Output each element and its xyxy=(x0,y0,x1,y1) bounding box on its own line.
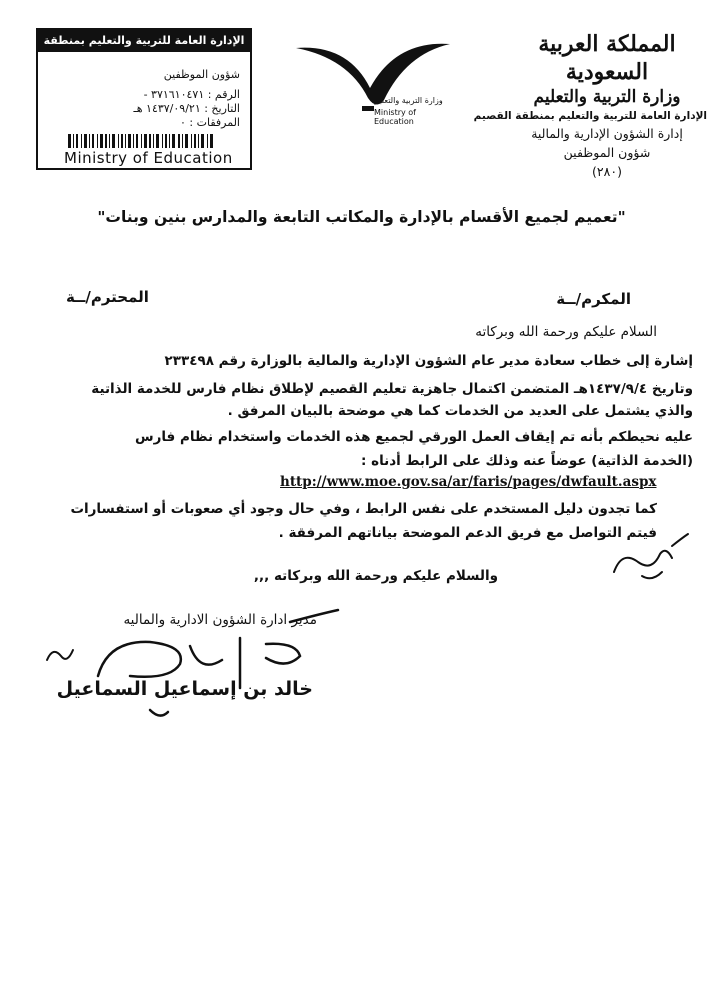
body-line-3: والذي يشتمل على العديد من الخدمات كما هي موضحة بالبيان المرفق . xyxy=(227,403,693,419)
department-name: إدارة الشؤون الإدارية والمالية xyxy=(531,126,683,141)
closing-greeting: والسلام عليكم ورحمة الله وبركاته ,,, xyxy=(253,568,498,584)
logo-caption-ar: وزارة التربية والتعليم xyxy=(374,96,443,105)
stamp-department: شؤون الموظفين xyxy=(163,68,240,81)
letter-number: (٢٨٠) xyxy=(592,164,622,179)
body-line-7: فيتم التواصل مع فريق الدعم الموضحة بياناتهم المرفقة . xyxy=(278,525,657,541)
body-line-6: كما تجدون دليل المستخدم على نفس الرابط ، وفي حال وجود أي صعوبات أو استفسارات xyxy=(70,501,657,517)
salutation-right: المكرم/ــة xyxy=(556,290,631,308)
greeting: السلام عليكم ورحمة الله وبركاته xyxy=(475,324,657,340)
stamp-footer-text: Ministry of Education xyxy=(64,149,233,167)
stamp-number: الرقم : ٣٧١٦١٠٤٧١ - xyxy=(143,88,240,101)
kingdom-title: المملكة العربية السعودية xyxy=(538,31,676,85)
faris-link[interactable]: http://www.moe.gov.sa/ar/faris/pages/dwfault.aspx xyxy=(280,474,657,490)
body-line-5: (الخدمة الذاتية) عوضاً عنه وذلك على الرابط أدناه : xyxy=(361,453,693,469)
letter-subject: "تعميم لجميع الأقسام بالإدارة والمكاتب التابعة والمدارس بنين وبنات" xyxy=(97,208,626,226)
margin-initials-icon xyxy=(612,532,690,592)
handwritten-signature-icon xyxy=(90,608,340,728)
body-line-1: إشارة إلى خطاب سعادة مدير عام الشؤون الإدارية والمالية بالوزارة رقم ٢٣٣٤٩٨ xyxy=(164,353,693,369)
salutation-left: المحترم/ــة xyxy=(66,288,149,306)
signatory-title: مدير ادارة الشؤون الادارية والماليه xyxy=(123,612,317,628)
letterhead-right xyxy=(473,30,707,181)
incoming-stamp xyxy=(36,28,252,170)
margin-mark-icon xyxy=(43,640,83,670)
stamp-attachments: المرفقات : ٠ xyxy=(180,116,240,129)
body-line-4: عليه نحيطكم بأنه تم إيقاف العمل الورقي لجميع هذه الخدمات واستخدام نظام فارس xyxy=(134,429,693,445)
general-admin: الإدارة العامة للتربية والتعليم بمنطقة القصيم xyxy=(473,110,707,122)
logo-caption-en: Ministry of Education xyxy=(374,108,416,126)
stamp-header: الإدارة العامة للتربية والتعليم بمنطقة القصيم xyxy=(38,30,250,52)
stamp-date: التاريخ : ١٤٣٧/٠٩/٢١ هـ xyxy=(133,102,240,115)
ministry-title: وزارة التربية والتعليم xyxy=(533,87,681,107)
ministry-logo xyxy=(288,36,458,136)
body-line-2: وتاريخ ١٤٣٧/٩/٤هـ المتضمن اكتمال جاهزية تعليم القصيم لإطلاق نظام فارس للخدمة الذاتية xyxy=(91,381,693,397)
section-name: شؤون الموظفين xyxy=(563,145,651,160)
signatory-name: خالد بن إسماعيل السماعيل xyxy=(56,678,313,700)
